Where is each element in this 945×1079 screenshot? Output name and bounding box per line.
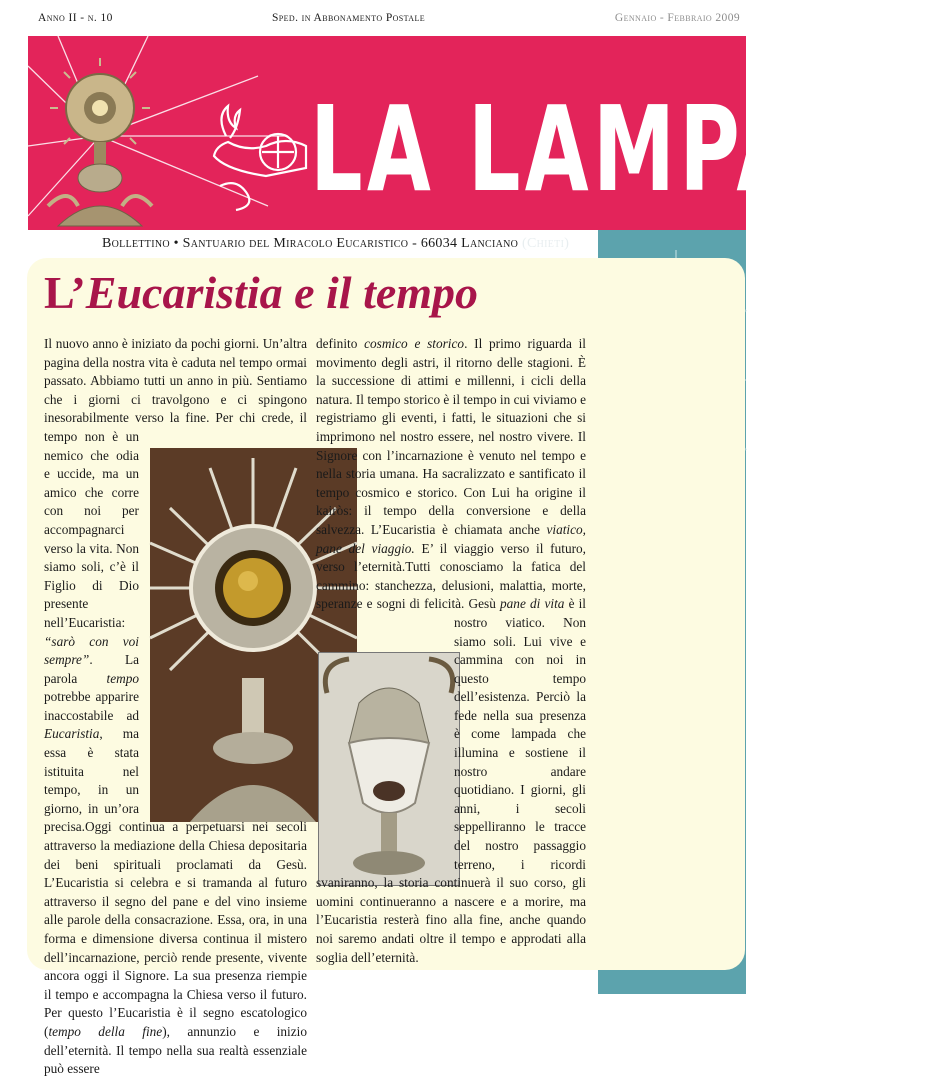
article-column-1 <box>44 335 307 1079</box>
article-title-italic: Eucaristia e il tempo <box>85 267 479 318</box>
postal-notice: Sped. in Abbonamento Postale <box>272 12 426 24</box>
col1-word-fine: tempo della fine <box>48 1023 163 1039</box>
col1-text-b: . La parola <box>44 652 139 686</box>
article-title-lead: L’ <box>44 267 86 318</box>
masthead-subtitle <box>102 236 569 252</box>
issue-number: Anno II - n. 10 <box>38 12 113 24</box>
masthead-title: LA LAMPADA <box>310 80 945 218</box>
col1-text-d: , ma essa è stata istituita nel tempo, in un giorno, in un’ora precisa.Oggi continua a perpetuarsi nei secoli attraverso la mediazione della Chiesa depositaria dei beni spirituali proclamati da Gesù. L’Eucaristia si celebra e si tramanda al futuro attraverso il segno del pane e del vino insieme alle parole della consacrazione. Essa, ora, in una forma e dimensione diversa continua il mistero dell’incarnazione, perciò rende presente, vivente ancora oggi il Signore. La sua presenza riempie il tempo e accompagna la Chiesa verso il futuro. Per questo l’Eucaristia è il segno escatologico ( <box>44 726 307 1039</box>
article-title <box>44 266 478 319</box>
issue-date: Gennaio - Febbraio 2009 <box>614 12 740 24</box>
col2-word-pane: pane di vita <box>500 596 565 612</box>
col1-word-eucaristia: Eucaristia <box>44 726 100 742</box>
subtitle-main: Bollettino • Santuario del Miracolo Eucaristico - 66034 Lanciano <box>102 236 519 251</box>
col2-word-viatico: viatico, pane del viaggio. <box>316 521 586 556</box>
col2-text-c: E’ il viaggio verso il futuro, verso l’eternità.Tutti conosciamo la fatica del cammino: stanchezza, delusioni, malattia, morte, speranze e sogni di felicità. Gesù <box>316 540 586 612</box>
article-column-2 <box>316 335 586 967</box>
col1-word-tempo: tempo <box>106 670 139 686</box>
subtitle-region: (Chieti) <box>522 236 570 251</box>
masthead <box>28 36 945 230</box>
col1-text-a: Il nuovo anno è iniziato da pochi giorni. Un’altra pagina della nostra vita è caduta nel tempo ormai passato. Abbiamo tutti un anno in più. Sentiamo che i giorni ci travolgono e ci spingono inesorabilmente verso la fine. Per chi crede, il tempo non è un nemico che odia e uccide, ma un amico che corre con noi per accompagnarci verso la vita. Non siamo soli, c’è il Figlio di Dio presente nell’Eucaristia: <box>44 336 307 630</box>
col2-word-cosmico: cosmico e storico <box>364 336 465 351</box>
col1-text-e: ), annunzio e inizio dell’eternità. Il tempo nella sua realtà essenziale può essere <box>44 1023 307 1077</box>
col2-text-d: è il nostro viatico. Non siamo soli. Lui vive e cammina con noi in questo tempo dell’esistenza. Perciò la fede nella sua presenza è come lampada che illumina e sostiene il nostro andare quotidiano. I giorni, gli anni, i secoli seppelliranno le tracce del nostro passaggio terreno, i ricordi svaniranno, la storia continuerà il suo corso, gli uomini continueranno a nascere e a morire, ma l’Eucaristia resterà fino alla fine, anche quando noi saremo andati oltre il tempo e approdati alla soglia dell’eternità. <box>316 596 586 965</box>
oil-lamp-icon <box>206 106 316 226</box>
col1-quote: “sarò con voi sempre” <box>44 633 139 668</box>
monstrance-image <box>38 36 188 230</box>
col2-text-b: . Il primo riguarda il movimento degli astri, il ritorno delle stagioni. È la successione di attimi e millenni, i cicli della natura. Il tempo storico è il tempo in cui viviamo e registriamo gli eventi, i fatti, le situazioni che si imprimono nel nostro essere, nel nostro vivere. Il Signore con l’incarnazione è venuto nel tempo e nella storia umana. Ha sacralizzato e santificato il tempo cosmico e storico. Con Lui ha origine il kairòs: il tempo della conversione e della salvezza. L’Eucaristia è chiamata anche <box>316 336 586 537</box>
col2-text-a: definito <box>316 336 365 351</box>
col1-text-c: potrebbe apparire inaccostabile ad <box>44 689 139 723</box>
